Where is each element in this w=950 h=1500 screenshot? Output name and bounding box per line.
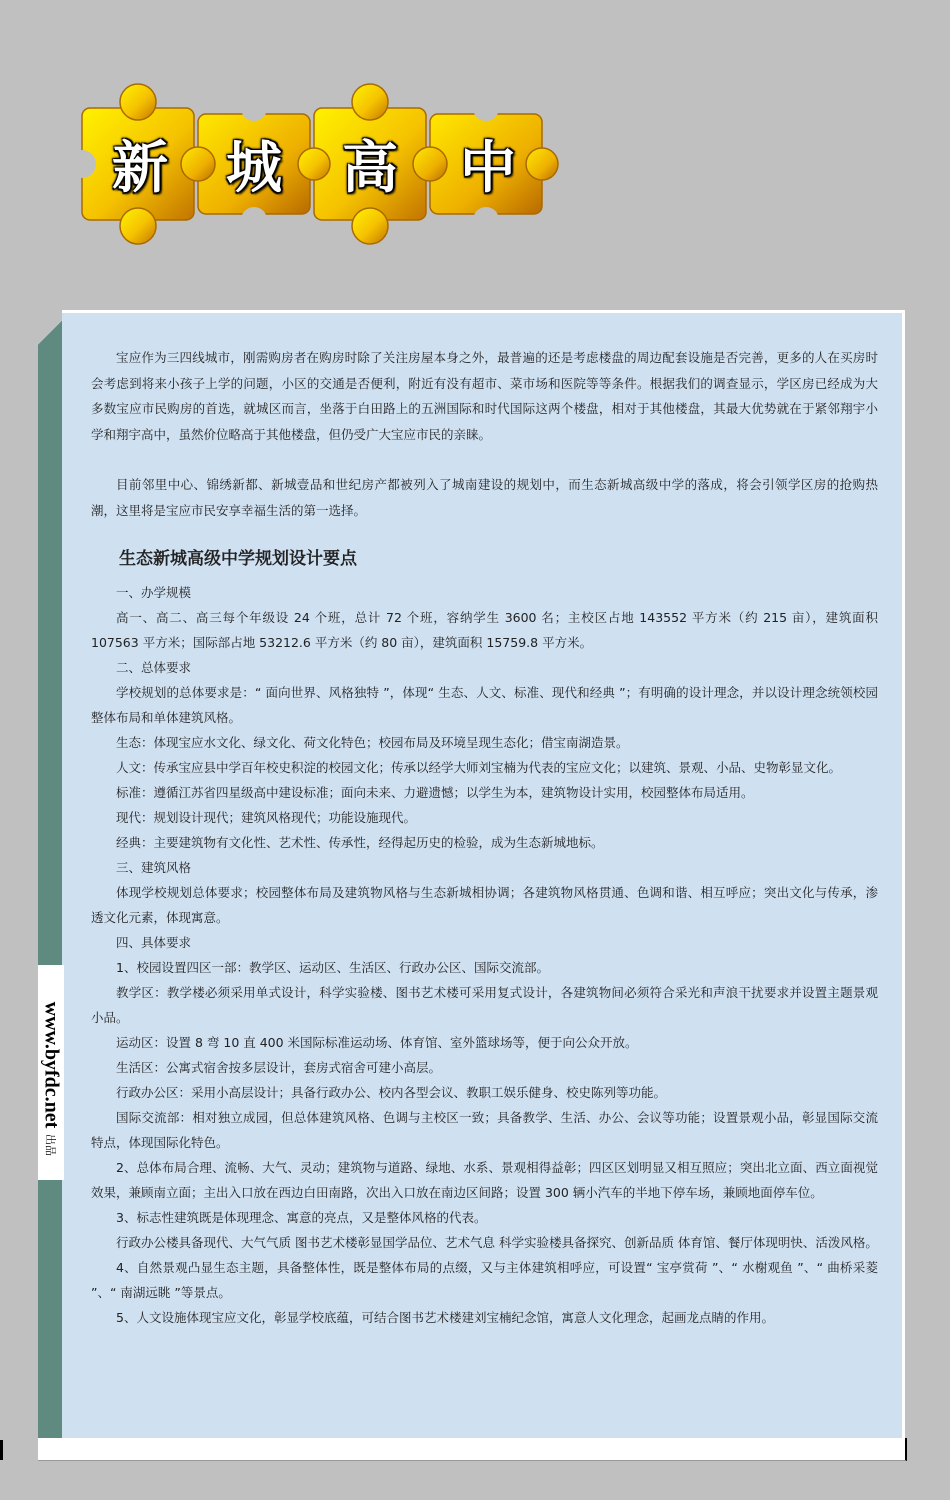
section-title: 生态新城高级中学规划设计要点 [119,549,357,569]
heading-style: 三、建筑风格 [116,860,192,875]
banner-char-1: 新 [112,135,168,201]
list-item: 3、标志性建筑既是体现理念、寓意的亮点，又是整体风格的代表。 [116,1210,487,1225]
list-item: 人文：传承宝应县中学百年校史积淀的校园文化；传承以经学大师刘宝楠为代表的宝应文化；以建筑、景观、小品、史物彰显文化。 [116,760,842,775]
heading-specific: 四、具体要求 [116,935,192,950]
list-item: 教学区：教学楼必须采用单式设计，科学实验楼、图书艺术楼可采用复式设计，各建筑物间必须符合采光和声浪干扰要求并设置主题景观小品。 [91,985,878,1025]
list-item: 2、总体布局合理、流畅、大气、灵动；建筑物与道路、绿地、水系、景观相得益彰；四区区划明显又相互照应；突出北立面、西立面视觉效果，兼顾南立面；主出入口放在西边白田南路，次出入口放在南边区间路；设置 300 辆小汽车的半地下停车场，兼顾地面停车位。 [91,1160,878,1200]
bottom-edge-mark [0,1440,3,1460]
book-spine [38,320,62,1440]
page-bottom-edge [38,1438,907,1461]
title-banner [78,80,578,250]
list-item: 国际交流部：相对独立成园，但总体建筑风格、色调与主校区一致；具备教学、生活、办公、会议等功能；设置景观小品，彰显国际交流特点，体现国际化特色。 [91,1110,878,1150]
intro-paragraph-2: 目前邻里中心、锦绣新都、新城壹品和世纪房产都被列入了城南建设的规划中，而生态新城高级中学的落成，将会引领学区房的抢购热潮，这里将是宝应市民安享幸福生活的第一选择。 [91,477,878,518]
list-item: 4、自然景观凸显生态主题，具备整体性，既是整体布局的点缀，又与主体建筑相呼应，可设置“ 宝亭赏荷 ”、“ 水榭观鱼 ”、“ 曲桥采菱 ”、“ 南湖远眺 ”等景点。 [91,1260,878,1300]
list-item: 5、人文设施体现宝应文化，彰显学校底蕴，可结合图书艺术楼建刘宝楠纪念馆，寓意人文化理念，起画龙点睛的作用。 [116,1310,774,1325]
list-item: 学校规划的总体要求是：“ 面向世界、风格独特 ”，体现“ 生态、人文、标准、现代和经典 ”；有明确的设计理念，并以设计理念统领校园整体布局和单体建筑风格。 [91,685,878,725]
list-item: 标准：遵循江苏省四星级高中建设标准；面向未来、力避遗憾；以学生为本，建筑物设计实用，校园整体布局适用。 [116,785,754,800]
banner-char-2: 城 [226,135,282,201]
banner-char-3: 高 [342,135,398,201]
heading-general: 二、总体要求 [116,660,192,675]
book-spine-bevel [38,312,64,352]
list-item: 生活区：公寓式宿舍按多层设计，套房式宿舍可建小高层。 [116,1060,442,1075]
list-item: 经典：主要建筑物有文化性、艺术性、传承性，经得起历史的检验，成为生态新城地标。 [116,835,604,850]
requirements-list [91,580,878,1330]
list-item: 现代：规划设计现代；建筑风格现代；功能设施现代。 [116,810,417,825]
banner-char-4: 中 [460,135,516,201]
produced-label: 出品 [44,1134,57,1156]
list-item: 1、校园设置四区一部：教学区、运动区、生活区、行政办公区、国际交流部。 [116,960,549,975]
list-item: 行政办公楼具备现代、大气气质 图书艺术楼彰显国学品位、艺术气息 科学实验楼具备探究、创新品质 体育馆、餐厅体现明快、活泼风格。 [116,1235,878,1250]
intro-paragraph-1: 宝应作为三四线城市，刚需购房者在购房时除了关注房屋本身之外，最普遍的还是考虑楼盘的周边配套设施是否完善，更多的人在买房时会考虑到将来小孩子上学的问题，小区的交通是否便利，附近有没有超市、菜市场和医院等等条件。根据我们的调查显示，学区房已经成为大多数宝应市民购房的首选，就城区而言，坐落于白田路上的五洲国际和时代国际这两个楼盘，相对于其他楼盘，其最大优势就在于紧邻翔宇小学和翔宇高中，虽然价位略高于其他楼盘，但仍受广大宝应市民的亲睐。 [91,350,878,442]
list-item: 运动区：设置 8 弯 10 直 400 米国际标准运动场、体育馆、室外篮球场等，便于向公众开放。 [116,1035,638,1050]
list-item: 体现学校规划总体要求；校园整体布局及建筑物风格与生态新城相协调；各建筑物风格贯通、色调和谐、相互呼应；突出文化与传承，渗透文化元素，体现寓意。 [91,885,878,925]
heading-scale: 一、办学规模 [116,585,192,600]
list-item: 行政办公区：采用小高层设计；具备行政办公、校内各型会议、教职工娱乐健身、校史陈列等功能。 [116,1085,667,1100]
list-item: 高一、高二、高三每个年级设 24 个班，总计 72 个班，容纳学生 3600 名；主校区占地 143552 平方米（约 215 亩），建筑面积 107563 平方米；国际部占地 53212.6 平方米（约 80 亩），建筑面积 15759.8 平方米。 [91,610,878,650]
article [91,345,878,1330]
list-item: 生态：体现宝应水文化、绿文化、荷文化特色；校园布局及环境呈现生态化；借宝南湖造景。 [116,735,629,750]
site-url: www.byfdc.net [40,1001,63,1129]
